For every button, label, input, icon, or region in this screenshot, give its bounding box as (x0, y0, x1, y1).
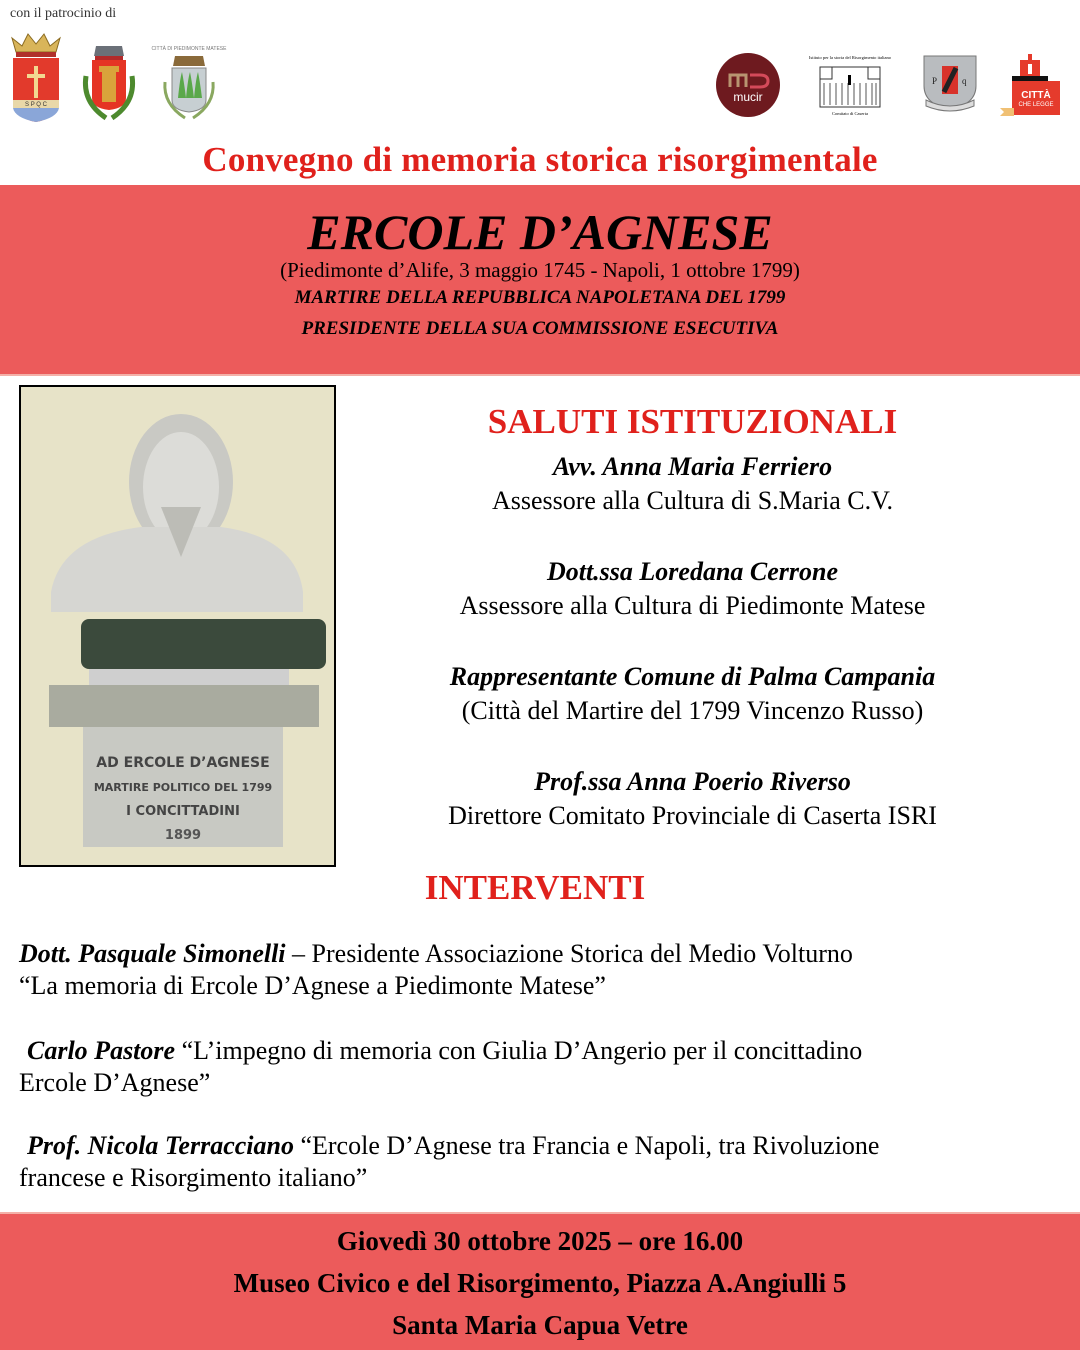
stemma-palma-campania-logo (80, 42, 138, 124)
inscription-line: 1899 (164, 828, 202, 843)
page-title: ERCOLE D’AGNESE (307, 204, 773, 260)
person-role: Assessore alla Cultura di Piedimonte Matese (459, 591, 926, 620)
shield-logo (920, 52, 980, 114)
speaker-talk-cont: Ercole D’Agnese” (19, 1068, 211, 1097)
event-venue: Museo Civico e del Risorgimento, Piazza A.Angiulli 5 (233, 1268, 847, 1298)
svg-text:P: P (932, 76, 938, 86)
person-name: Rappresentante Comune di Palma Campania (449, 662, 936, 691)
logo-text: Istituto per la storia del Risorgimento italiano (809, 55, 891, 60)
president-line: PRESIDENTE DELLA SUA COMMISSIONE ESECUTIVA (301, 318, 779, 339)
svg-text:CITTÀ: CITTÀ (1021, 90, 1051, 101)
saluti-item (405, 660, 980, 728)
speaker-name: Dott. Pasquale Simonelli (19, 939, 286, 968)
title-band (0, 185, 1080, 376)
inscription-line: I CONCITTADINI (126, 804, 240, 819)
saluti-item (405, 765, 980, 833)
intervento-item (19, 938, 1049, 1002)
person-name: Prof.ssa Anna Poerio Riverso (534, 767, 851, 796)
citta-che-legge-logo (998, 52, 1062, 118)
bust-photo (19, 385, 336, 867)
event-city: Santa Maria Capua Vetre (392, 1310, 688, 1340)
interventi-heading: INTERVENTI (424, 868, 646, 907)
istituto-storia-risorgimento-logo (809, 53, 891, 119)
logo-text: CITTÀ DI PIEDIMONTE MATESE (151, 46, 227, 52)
speaker-talk: “L’impegno di memoria con Giulia D’Angerio per il concittadino (175, 1036, 863, 1065)
logo-text: Comitato di Caserta (832, 111, 868, 116)
intervento-item (19, 1035, 1057, 1099)
speaker-talk: – Presidente Associazione Storica del Medio Volturno (285, 939, 853, 968)
logo-text: S P Q C (25, 102, 47, 108)
logo-text: mucir (733, 90, 763, 104)
stemma-piedimonte-matese-logo (145, 42, 233, 124)
speaker-name: Carlo Pastore (27, 1036, 176, 1065)
event-date: Giovedì 30 ottobre 2025 – ore 16.00 (336, 1226, 744, 1256)
event-subtitle: Convegno di memoria storica risorgimentale (202, 140, 878, 179)
svg-text:q: q (962, 76, 967, 86)
person-name: Avv. Anna Maria Ferriero (552, 452, 833, 481)
mucir-logo (716, 53, 780, 117)
stemma-santa-maria-capua-vetere-logo (8, 30, 64, 125)
saluti-item (405, 555, 980, 623)
event-info-band (0, 1212, 1080, 1350)
person-role: (Città del Martire del 1799 Vincenzo Russo) (461, 696, 924, 725)
saluti-heading: SALUTI ISTITUZIONALI (487, 402, 898, 441)
person-role: Assessore alla Cultura di S.Maria C.V. (491, 486, 894, 515)
life-dates: (Piedimonte d’Alife, 3 maggio 1745 - Napoli, 1 ottobre 1799) (280, 258, 800, 282)
intervento-item (19, 1130, 1057, 1194)
person-role: Direttore Comitato Provinciale di Caserta ISRI (448, 801, 937, 830)
patrocinio-label: con il patrocinio di (10, 6, 117, 21)
svg-text:CHE LEGGE: CHE LEGGE (1018, 102, 1054, 108)
speaker-talk: “Ercole D’Agnese tra Francia e Napoli, tra Rivoluzione (293, 1131, 880, 1160)
inscription-line: AD ERCOLE D’AGNESE (96, 755, 270, 771)
inscription-line: MARTIRE POLITICO DEL 1799 (93, 781, 273, 794)
person-name: Dott.ssa Loredana Cerrone (546, 557, 839, 586)
speaker-name: Prof. Nicola Terracciano (27, 1131, 294, 1160)
martyr-line: MARTIRE DELLA REPUBBLICA NAPOLETANA DEL 1799 (294, 287, 786, 308)
saluti-item (405, 450, 980, 518)
speaker-talk-cont: “La memoria di Ercole D’Agnese a Piedimonte Matese” (19, 971, 606, 1000)
speaker-talk-cont: francese e Risorgimento italiano” (19, 1163, 368, 1192)
